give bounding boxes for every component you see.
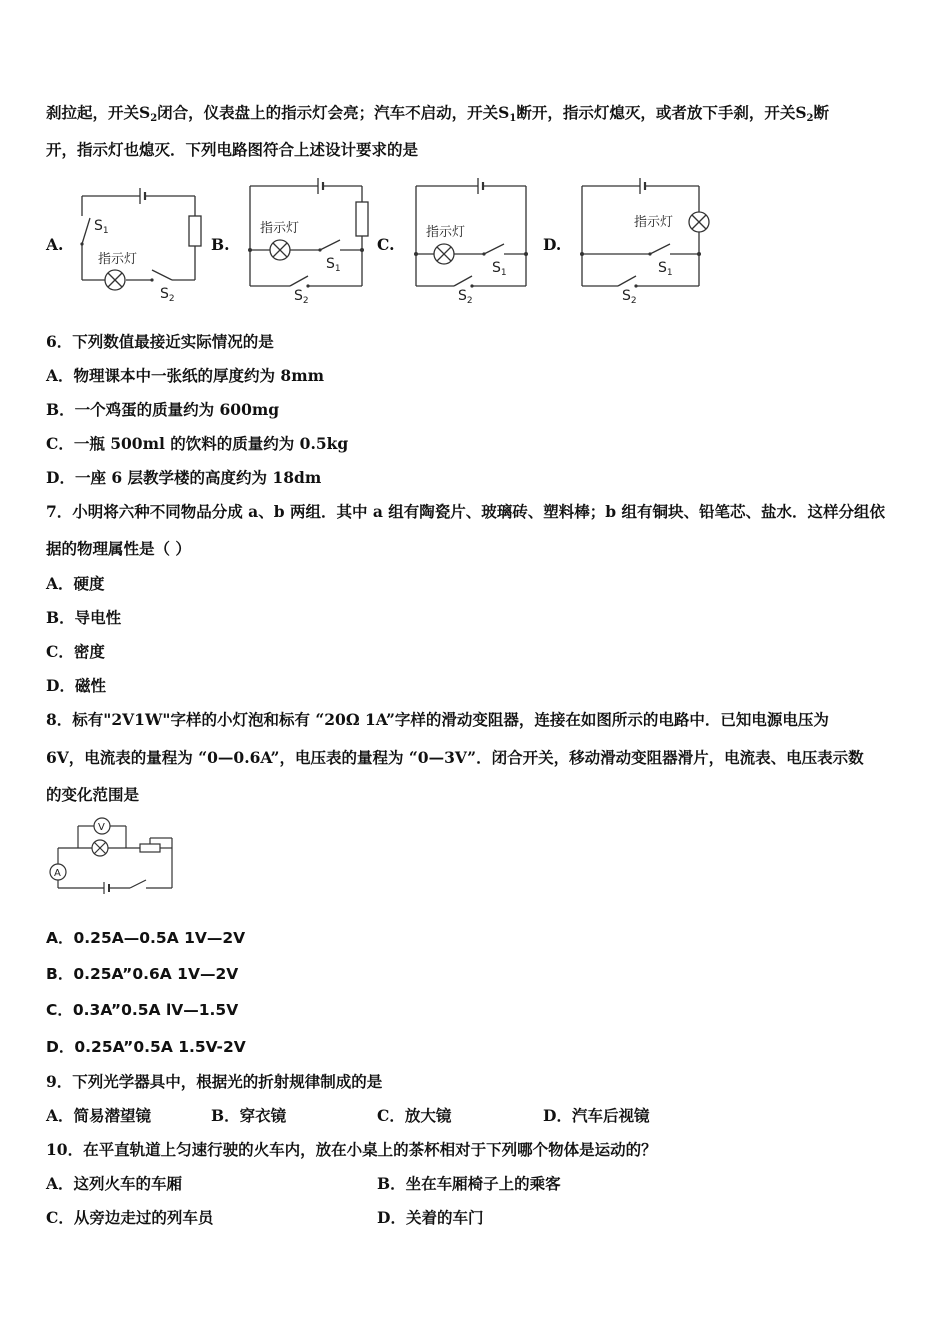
q5-text-b: 闭合，仪表盘上的指示灯会亮；汽车不启动，开关S: [157, 103, 510, 122]
q5-option-c-label: C.: [377, 235, 395, 254]
q7-option-b: B．导电性: [46, 608, 122, 627]
q8-option-d: D．0.25A”0.5A 1.5V-2V: [46, 1038, 246, 1056]
q10-option-d: D．关着的车门: [377, 1208, 484, 1227]
q5-text-c: 断开，指示灯熄灭，或者放下手刹，开关S: [516, 103, 807, 122]
q5-option-d-label: D.: [543, 235, 562, 254]
circuit-a-diagram: [70, 182, 210, 304]
q9-option-b: B．穿衣镜: [211, 1106, 287, 1125]
q8-voltmeter-label: V: [98, 822, 105, 833]
q8-stem-line2: 6V，电流表的量程为 “0—0.6A”，电压表的量程为 “0—3V”．闭合开关，移动滑动变阻器滑片，电流表、电压表示数: [46, 748, 864, 767]
circuit-c-s2-label: $S_2$: [458, 288, 473, 306]
q8-ammeter-label: A: [54, 868, 61, 879]
q8-option-c: C．0.3A”0.5A lV—1.5V: [46, 1001, 239, 1019]
q6-stem: 6．下列数值最接近实际情况的是: [46, 332, 274, 351]
q7-option-c: C．密度: [46, 642, 105, 661]
circuit-b-s1-label: $S_1$: [326, 256, 341, 274]
q5-text-d: 断: [813, 103, 830, 122]
q8-option-b: B．0.25A”0.6A 1V—2V: [46, 965, 239, 983]
circuit-d-diagram: [572, 178, 712, 304]
q9-option-a: A．简易潜望镜: [46, 1106, 152, 1125]
q9-stem: 9．下列光学器具中，根据光的折射规律制成的是: [46, 1072, 383, 1091]
q9-option-c: C．放大镜: [377, 1106, 452, 1125]
q8-option-a: A．0.25A—0.5A 1V—2V: [46, 929, 246, 947]
q10-option-a: A．这列火车的车厢: [46, 1174, 183, 1193]
circuit-a-s2-label: $S_2$: [160, 286, 175, 304]
q7-option-d: D．磁性: [46, 676, 106, 695]
circuit-c-diagram: [406, 178, 536, 304]
q5-stem-line1: [46, 103, 829, 129]
q6-option-a: A．物理课本中一张纸的厚度约为 8mm: [46, 366, 325, 385]
q5-stem-line2: 开，指示灯也熄灭．下列电路图符合上述设计要求的是: [46, 140, 419, 159]
circuit-c-lamp-label: 指示灯: [426, 225, 466, 240]
q8-stem-line1: 8．标有"2V1W"字样的小灯泡和标有 “20Ω 1A”字样的滑动变阻器，连接在如图所示的电路中．已知电源电压为: [46, 710, 829, 729]
q6-option-b: B．一个鸡蛋的质量约为 600mg: [46, 400, 280, 419]
circuit-b-lamp-label: 指示灯: [260, 221, 300, 236]
q5-text-a: 刹拉起，开关S: [46, 103, 151, 122]
circuit-a-lamp-label: 指示灯: [98, 252, 138, 267]
q7-stem-line2: 据的物理属性是（ ）: [46, 539, 191, 558]
circuit-d-s1-label: $S_1$: [658, 260, 673, 278]
circuit-b-diagram: [240, 178, 380, 304]
q5-option-b-label: B.: [211, 235, 230, 254]
q7-stem-line1: 7．小明将六种不同物品分成 a、b 两组．其中 a 组有陶瓷片、玻璃砖、塑料棒；b 组有铜块、铅笔芯、盐水．这样分组依: [46, 502, 886, 521]
circuit-b-s2-label: $S_2$: [294, 288, 309, 306]
circuit-d-lamp-label: 指示灯: [634, 215, 674, 230]
q9-option-d: D．汽车后视镜: [543, 1106, 650, 1125]
q8-stem-line3: 的变化范围是: [46, 785, 140, 804]
q8-circuit-diagram: [44, 814, 184, 896]
q5-option-a-label: A.: [46, 235, 64, 254]
q6-option-c: C．一瓶 500ml 的饮料的质量约为 0.5kg: [46, 434, 349, 453]
q10-option-c: C．从旁边走过的列车员: [46, 1208, 214, 1227]
q10-stem: 10．在平直轨道上匀速行驶的火车内，放在小桌上的茶杯相对于下列哪个物体是运动的？: [46, 1140, 657, 1159]
q6-option-d: D．一座 6 层教学楼的高度约为 18dm: [46, 468, 322, 487]
q5-sub-b: 1: [509, 113, 517, 124]
q5-sub-a: 2: [150, 113, 158, 124]
circuit-c-s1-label: $S_1$: [492, 260, 507, 278]
circuit-d-s2-label: $S_2$: [622, 288, 637, 306]
q5-sub-c: 2: [806, 113, 814, 124]
q10-option-b: B．坐在车厢椅子上的乘客: [377, 1174, 561, 1193]
q7-option-a: A．硬度: [46, 574, 105, 593]
circuit-a-s1-label: $S_1$: [94, 218, 109, 236]
